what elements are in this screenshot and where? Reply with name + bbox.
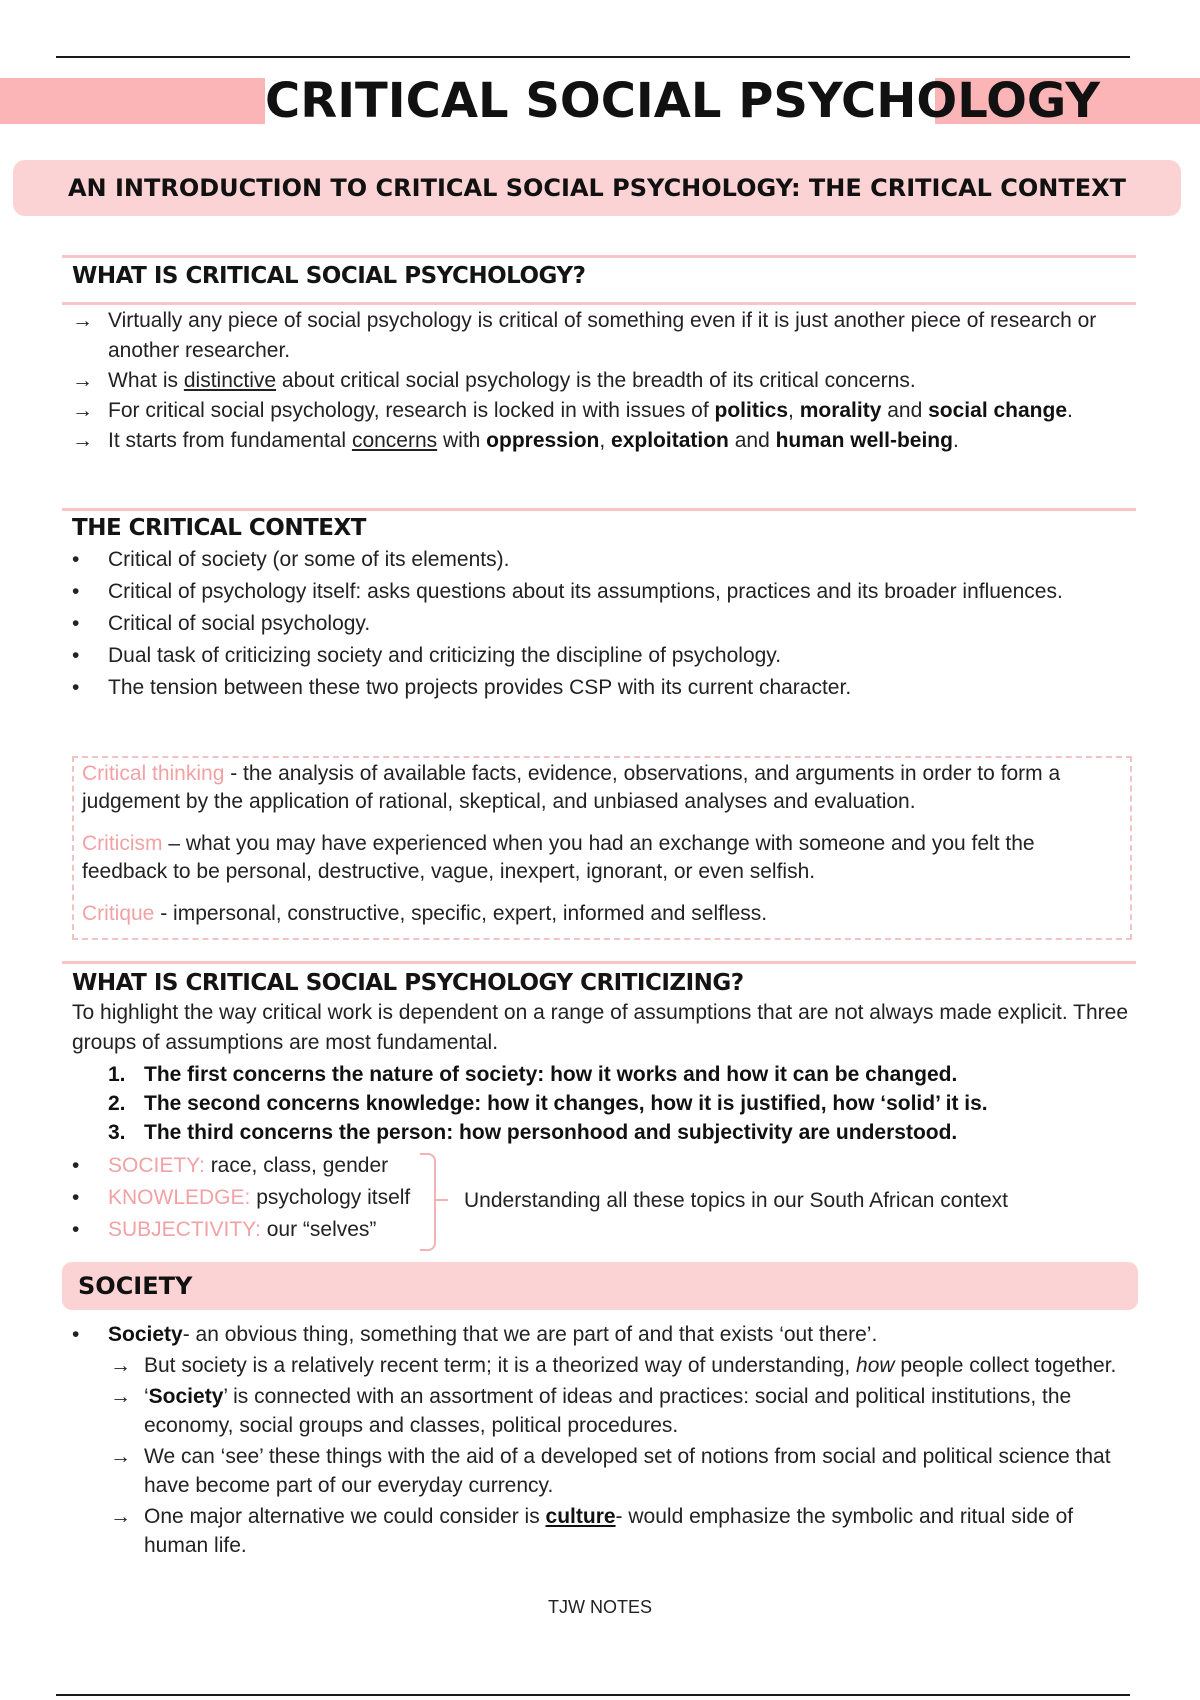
society-header-box bbox=[62, 1262, 1138, 1310]
brace-bracket bbox=[420, 1153, 436, 1251]
bullet-icon: • bbox=[72, 676, 80, 699]
arrow-icon: → bbox=[72, 309, 93, 332]
list-item: • SUBJECTIVITY: our “selves” bbox=[72, 1214, 452, 1246]
section-heading-what-is-csp: WHAT IS CRITICAL SOCIAL PSYCHOLOGY? bbox=[72, 263, 586, 289]
topics-list bbox=[72, 1150, 452, 1246]
list-item: 1. The first concerns the nature of society: how it works and how it can be changed. bbox=[108, 1063, 958, 1086]
bullet-icon: • bbox=[72, 580, 80, 603]
divider bbox=[62, 302, 1136, 305]
list-item: → Virtually any piece of social psychology is critical of something even if it is just another piece of research or another researcher. bbox=[72, 306, 1102, 366]
list-item: → What is distinctive about critical social psychology is the breadth of its critical concerns. bbox=[72, 366, 1102, 396]
critical-context-list bbox=[72, 545, 1072, 703]
society-content bbox=[72, 1320, 1132, 1560]
brace-tick bbox=[436, 1199, 448, 1201]
section-heading-criticizing: WHAT IS CRITICAL SOCIAL PSYCHOLOGY CRITICIZING? bbox=[72, 970, 744, 996]
divider bbox=[62, 508, 1136, 511]
bullet-icon: • bbox=[72, 644, 80, 667]
top-rule bbox=[56, 56, 1130, 58]
page-title: CRITICAL SOCIAL PSYCHOLOGY bbox=[265, 70, 935, 132]
arrow-icon: → bbox=[72, 369, 93, 392]
list-item: • Critical of society (or some of its elements). bbox=[72, 545, 1072, 575]
arrow-icon: → bbox=[72, 399, 93, 422]
arrow-icon: → bbox=[110, 1354, 131, 1377]
criticizing-intro: To highlight the way critical work is dependent on a range of assumptions that are not always made explicit. Three groups of assumptions are most fundamental. bbox=[72, 1001, 1129, 1054]
list-item: • SOCIETY: race, class, gender bbox=[72, 1150, 452, 1182]
bullet-icon: • bbox=[72, 1186, 80, 1209]
arrow-icon: → bbox=[110, 1505, 131, 1528]
definition-criticism: Criticism – what you may have experienced when you had an exchange with someone and you felt the feedback to be personal, destructive, vague, inexpert, ignorant, or even selfish. bbox=[82, 832, 1035, 883]
list-item: • Dual task of criticizing society and criticizing the discipline of psychology. bbox=[72, 641, 1072, 671]
definition-critical-thinking: Critical thinking - the analysis of available facts, evidence, observations, and arguments in order to form a judgement by the application of rational, skeptical, and unbiased analyses and evaluation. bbox=[82, 762, 1061, 813]
bullet-icon: • bbox=[72, 612, 80, 635]
footer-note: TJW NOTES bbox=[548, 1597, 652, 1617]
assumptions-list bbox=[108, 1060, 1128, 1147]
list-item: • Critical of psychology itself: asks questions about its assumptions, practices and its broader influences. bbox=[72, 577, 1072, 607]
divider bbox=[62, 961, 1136, 964]
arrow-icon: → bbox=[110, 1445, 131, 1468]
definitions-box bbox=[72, 756, 1132, 940]
list-item: 2. The second concerns knowledge: how it changes, how it is justified, how ‘solid’ it is. bbox=[108, 1092, 988, 1115]
arrow-icon: → bbox=[72, 429, 93, 452]
section-heading-critical-context: THE CRITICAL CONTEXT bbox=[72, 515, 366, 541]
what-is-csp-list bbox=[72, 306, 1102, 456]
list-item: • KNOWLEDGE: psychology itself bbox=[72, 1182, 452, 1214]
bullet-icon: • bbox=[72, 1218, 80, 1241]
list-item: → One major alternative we could consider is culture- would emphasize the symbolic and ritual side of human life. bbox=[72, 1502, 1132, 1560]
bullet-icon: • bbox=[72, 1323, 80, 1346]
list-item: • The tension between these two projects provides CSP with its current character. bbox=[72, 673, 1072, 703]
list-item: 3. The third concerns the person: how personhood and subjectivity are understood. bbox=[108, 1121, 958, 1144]
list-item: → But society is a relatively recent term; it is a theorized way of understanding, how people collect together. bbox=[72, 1351, 1132, 1380]
brace-note: Understanding all these topics in our South African context bbox=[464, 1189, 1008, 1212]
bullet-icon: • bbox=[72, 1154, 80, 1177]
definition-critique: Critique - impersonal, constructive, specific, expert, informed and selfless. bbox=[82, 902, 768, 925]
section-heading-society: SOCIETY bbox=[78, 1272, 193, 1300]
bottom-rule bbox=[56, 1694, 1130, 1696]
list-item: • Critical of social psychology. bbox=[72, 609, 1072, 639]
list-item: → It starts from fundamental concerns with oppression, exploitation and human well-being. bbox=[72, 426, 1102, 456]
list-item: → For critical social psychology, research is locked in with issues of politics, morality and social change. bbox=[72, 396, 1102, 426]
list-item: → We can ‘see’ these things with the aid of a developed set of notions from social and political science that have become part of our everyday currency. bbox=[72, 1442, 1132, 1500]
divider bbox=[62, 255, 1136, 258]
subtitle-banner: AN INTRODUCTION TO CRITICAL SOCIAL PSYCHOLOGY: THE CRITICAL CONTEXT bbox=[13, 160, 1181, 216]
list-item: → ‘Society’ is connected with an assortment of ideas and practices: social and political institutions, the economy, social groups and classes, political procedures. bbox=[72, 1382, 1132, 1440]
list-item: • Society- an obvious thing, something that we are part of and that exists ‘out there’. bbox=[72, 1320, 1132, 1349]
arrow-icon: → bbox=[110, 1385, 131, 1408]
bullet-icon: • bbox=[72, 548, 80, 571]
